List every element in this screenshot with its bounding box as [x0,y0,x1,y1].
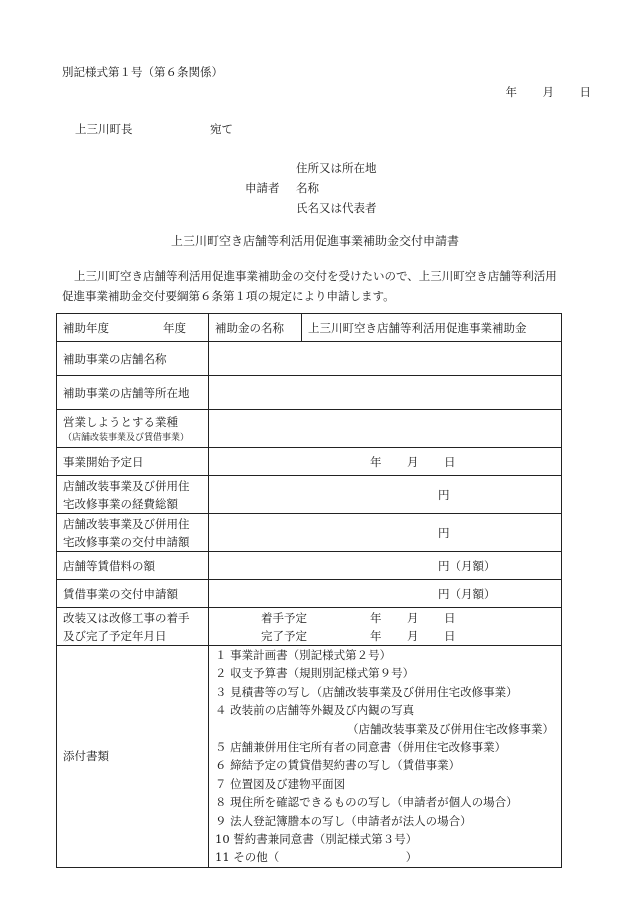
shop-location-label: 補助事業の店舗等所在地 [57,376,209,410]
addressee-name: 上三川町長 [75,122,133,136]
fiscal-year-unit: 年度 [163,320,186,335]
construction-end-label: 完了予定 [261,628,307,643]
attachment-item: 10 誓約書兼同意書（別記様式第３号） [215,832,418,847]
construction-end-day: 日 [444,628,456,643]
table-row [57,646,562,868]
date-month-label: 月 [542,85,554,99]
applicant-role-label: 申請者 [245,181,280,195]
intro-paragraph: 上三川町空き店舗等利活用促進事業補助金の交付を受けたいので、上三川町空き店舗等利活用促進事業補助金交付要綱第６条第１項の規定により申請します。 [62,269,557,303]
attachment-item: ７ 位置図及び建物平面図 [215,776,346,791]
applicant-representative-label: 氏名又は代表者 [296,201,377,215]
attachment-item: ９ 法人登記簿謄本の写し（申請者が法人の場合） [215,813,472,828]
attachment-item: ８ 現住所を確認できるものの写し（申請者が個人の場合） [215,795,518,810]
document-title: 上三川町空き店舗等利活用促進事業補助金交付申請書 [170,234,459,248]
table-row [57,448,562,476]
attachment-item: 11 その他（ ） [215,850,418,865]
attachment-item: ４ 改装前の店舗等外観及び内観の写真 [215,703,415,718]
shop-location-field[interactable] [209,376,562,410]
date-year-label: 年 [505,85,517,99]
construction-cell [57,608,209,646]
start-date-label: 事業開始予定日 [57,448,209,476]
construction-dates-field[interactable] [209,608,562,646]
construction-start-label: 着手予定 [261,610,307,625]
applicant-block [245,158,377,218]
construction-end-month: 月 [407,628,419,643]
form-number: 別記様式第１号（第６条関係） [62,65,223,79]
table-row [57,342,562,376]
total-cost-field[interactable] [209,476,562,514]
table-row [57,580,562,608]
shop-name-label: 補助事業の店舗名称 [57,342,209,376]
table-row [57,608,562,646]
grant-request-field[interactable] [209,514,562,552]
applicant-address-label: 住所又は所在地 [296,161,377,175]
date-line [480,84,591,100]
construction-start-day: 日 [444,610,456,625]
table-row [57,314,562,342]
total-cost-unit: 円 [438,487,450,502]
attachment-item: ２ 収支予算書（規則別記様式第９号） [215,666,415,681]
lease-grant-field[interactable] [209,580,562,608]
total-cost-cell [57,476,209,514]
table-row [57,410,562,448]
business-type-note: （店舗改装事業及び賃借事業） [63,432,190,443]
grant-request-cell [57,514,209,552]
fiscal-year-cell[interactable] [57,314,209,342]
rent-label: 店舗等賃借料の額 [57,552,209,580]
lease-grant-label: 賃借事業の交付申請額 [57,580,209,608]
rent-field[interactable] [209,552,562,580]
grant-request-label-line2: 宅改修事業の交付申請額 [63,534,190,549]
attachment-item: ３ 見積書等の写し（店舗改装事業及び併用住宅改修事業） [215,684,518,699]
grant-request-label-line1: 店舗改装事業及び併用住 [63,516,190,531]
business-type-field[interactable] [209,410,562,448]
addressee-suffix: 宛て [210,122,233,136]
table-row [57,514,562,552]
attachment-item-note: （店舗改装事業及び併用住宅改修事業） [347,721,554,736]
attachments-label: 添付書類 [57,646,209,868]
start-day-label: 日 [444,454,456,469]
table-row [57,376,562,410]
construction-start-year: 年 [370,610,382,625]
table-row [57,476,562,514]
construction-label-line2: 及び完了予定年月日 [63,628,167,643]
construction-start-month: 月 [407,610,419,625]
application-table [56,313,562,868]
grant-request-unit: 円 [438,525,450,540]
table-row [57,552,562,580]
applicant-name-label: 名称 [296,181,319,195]
attachments-list [209,646,562,868]
attachment-item: ５ 店舗兼併用住宅所有者の同意書（併用住宅改修事業） [215,740,507,755]
total-cost-label-line2: 宅改修事業の経費総額 [63,496,178,511]
grant-name-value: 上三川町空き店舗等利活用促進事業補助金 [302,314,562,342]
grant-name-label: 補助金の名称 [209,314,302,342]
construction-end-year: 年 [370,628,382,643]
start-month-label: 月 [407,454,419,469]
addressee [75,121,233,137]
business-type-cell [57,410,209,448]
start-date-field[interactable] [209,448,562,476]
business-type-label: 営業しようとする業種 [63,414,178,429]
attachment-item: ６ 締結予定の賃貸借契約書の写し（賃借事業） [215,758,461,773]
attachment-item: １ 事業計画書（別記様式第２号） [215,648,392,662]
fiscal-year-label: 補助年度 [63,320,109,335]
lease-grant-unit: 円（月額） [438,586,496,601]
rent-unit: 円（月額） [438,558,496,573]
construction-label-line1: 改装又は改修工事の着手 [63,610,190,625]
date-day-label: 日 [579,85,591,99]
total-cost-label-line1: 店舗改装事業及び併用住 [63,478,190,493]
start-year-label: 年 [370,454,382,469]
shop-name-field[interactable] [209,342,562,376]
